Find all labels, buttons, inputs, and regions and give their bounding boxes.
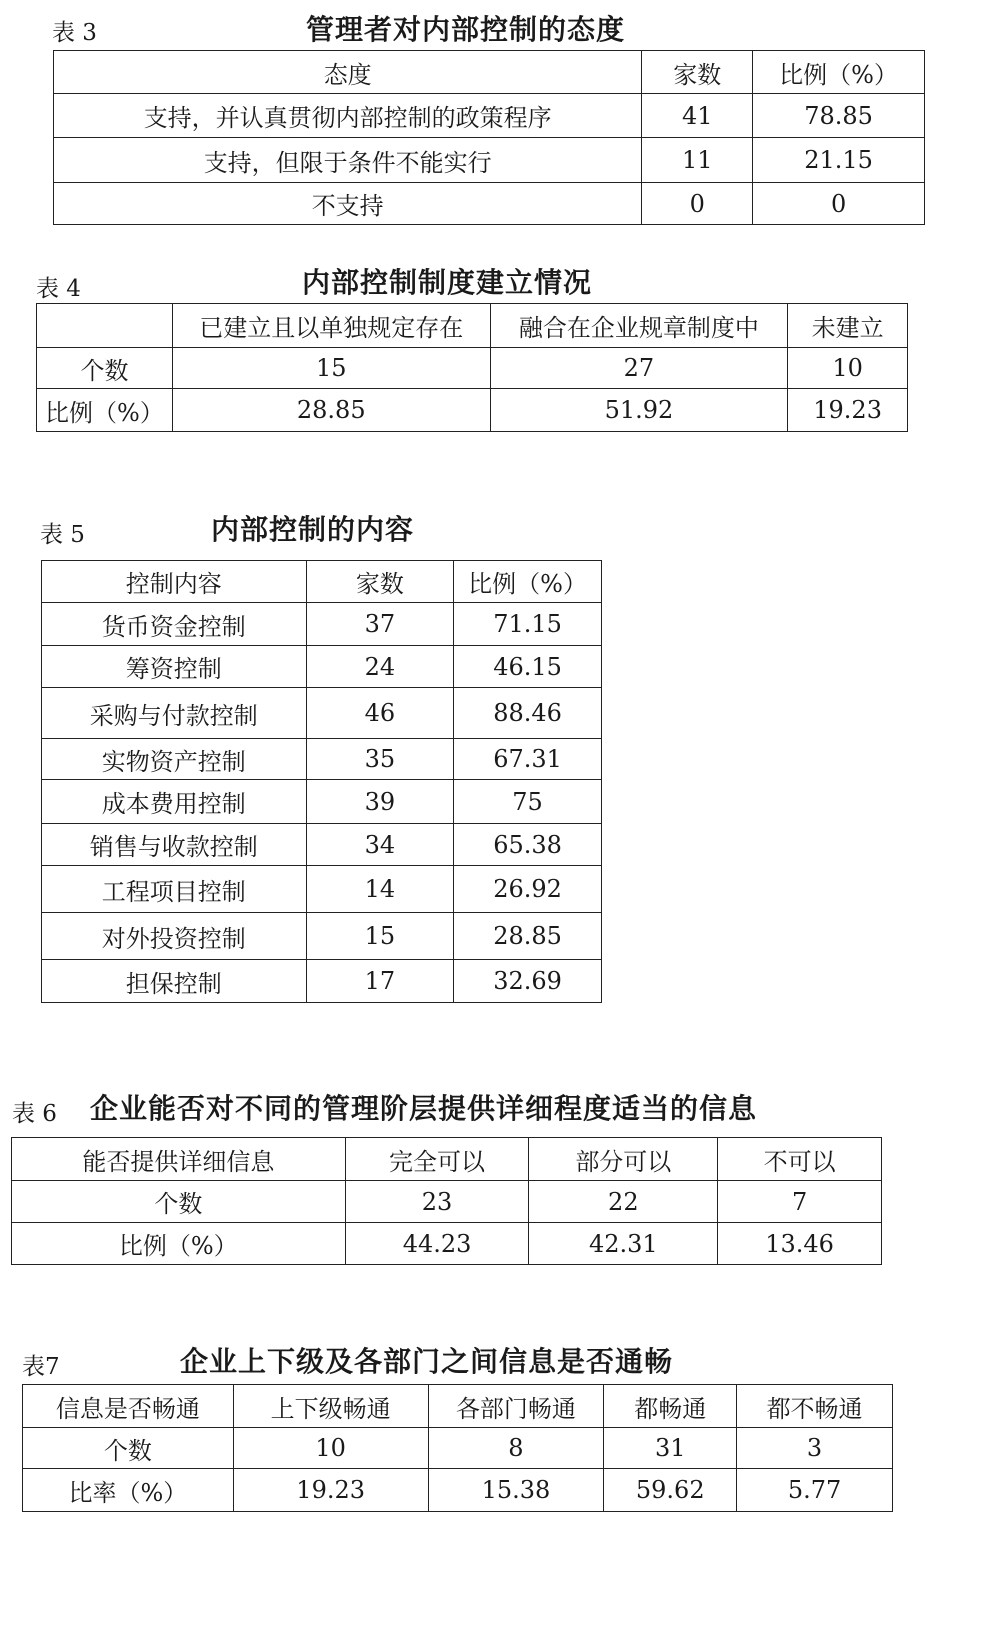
table-row xyxy=(42,688,602,739)
table-row xyxy=(42,603,602,646)
table-cell: 27 xyxy=(490,348,788,389)
table-header-row xyxy=(23,1385,893,1428)
table-row xyxy=(23,1428,893,1469)
table-cell: 24 xyxy=(306,646,454,688)
header-cell: 控制内容 xyxy=(42,561,307,603)
table-cell: 44.23 xyxy=(345,1223,529,1265)
table-cell: 65.38 xyxy=(454,824,602,866)
header-cell xyxy=(37,304,173,348)
table-cell: 支持，并认真贯彻内部控制的政策程序 xyxy=(54,94,642,138)
table-cell: 67.31 xyxy=(454,739,602,780)
table-header-row xyxy=(54,51,925,94)
table-cell: 19.23 xyxy=(233,1469,428,1512)
table4-label: 表 4 xyxy=(36,276,81,302)
table-cell: 31 xyxy=(604,1428,737,1469)
table-cell: 22 xyxy=(529,1181,718,1223)
table-header-row xyxy=(42,561,602,603)
header-cell: 上下级畅通 xyxy=(233,1385,428,1428)
header-cell: 部分可以 xyxy=(529,1138,718,1181)
table-cell: 个数 xyxy=(23,1428,234,1469)
table-cell: 51.92 xyxy=(490,389,788,432)
header-cell: 比例（%） xyxy=(753,51,925,94)
table-row xyxy=(42,739,602,780)
table-cell: 成本费用控制 xyxy=(42,780,307,824)
table6-title: 企业能否对不同的管理阶层提供详细程度适当的信息 xyxy=(90,1092,758,1125)
table-cell: 销售与收款控制 xyxy=(42,824,307,866)
table-header-row xyxy=(37,304,908,348)
table-cell: 75 xyxy=(454,780,602,824)
table-cell: 15 xyxy=(172,348,490,389)
table-cell: 0 xyxy=(642,183,753,225)
table3 xyxy=(53,50,925,225)
table-row xyxy=(42,960,602,1003)
table-cell: 37 xyxy=(306,603,454,646)
header-cell: 未建立 xyxy=(788,304,908,348)
header-cell: 家数 xyxy=(306,561,454,603)
table-row xyxy=(37,348,908,389)
header-cell: 已建立且以单独规定存在 xyxy=(172,304,490,348)
header-cell: 比例（%） xyxy=(454,561,602,603)
table-row xyxy=(12,1223,882,1265)
table-row xyxy=(54,138,925,183)
table5 xyxy=(41,560,602,1003)
table-row xyxy=(54,183,925,225)
table-cell: 对外投资控制 xyxy=(42,913,307,960)
table-row xyxy=(42,866,602,913)
table-cell: 8 xyxy=(428,1428,604,1469)
table-cell: 10 xyxy=(233,1428,428,1469)
table-cell: 个数 xyxy=(12,1181,346,1223)
table-cell: 23 xyxy=(345,1181,529,1223)
table-cell: 41 xyxy=(642,94,753,138)
table3-label: 表 3 xyxy=(52,20,97,46)
header-cell: 家数 xyxy=(642,51,753,94)
table-header-row xyxy=(12,1138,882,1181)
table-row xyxy=(42,646,602,688)
table-row xyxy=(37,389,908,432)
table-cell: 比例（%） xyxy=(12,1223,346,1265)
table-cell: 21.15 xyxy=(753,138,925,183)
table5-label: 表 5 xyxy=(40,522,85,548)
table-cell: 28.85 xyxy=(172,389,490,432)
table-row xyxy=(42,824,602,866)
table-cell: 担保控制 xyxy=(42,960,307,1003)
table-cell: 0 xyxy=(753,183,925,225)
table-row xyxy=(42,913,602,960)
table-cell: 14 xyxy=(306,866,454,913)
header-cell: 态度 xyxy=(54,51,642,94)
table-cell: 实物资产控制 xyxy=(42,739,307,780)
table-cell: 42.31 xyxy=(529,1223,718,1265)
table-cell: 32.69 xyxy=(454,960,602,1003)
table-cell: 71.15 xyxy=(454,603,602,646)
table-cell: 比例（%） xyxy=(37,389,173,432)
header-cell: 信息是否畅通 xyxy=(23,1385,234,1428)
table-cell: 46.15 xyxy=(454,646,602,688)
table-cell: 34 xyxy=(306,824,454,866)
table4-title: 内部控制制度建立情况 xyxy=(302,266,593,299)
table-row xyxy=(12,1181,882,1223)
table-cell: 3 xyxy=(737,1428,893,1469)
header-cell: 各部门畅通 xyxy=(428,1385,604,1428)
table-cell: 支持，但限于条件不能实行 xyxy=(54,138,642,183)
header-cell: 都畅通 xyxy=(604,1385,737,1428)
table-cell: 26.92 xyxy=(454,866,602,913)
header-cell: 融合在企业规章制度中 xyxy=(490,304,788,348)
table-cell: 货币资金控制 xyxy=(42,603,307,646)
table-cell: 采购与付款控制 xyxy=(42,688,307,739)
table-cell: 筹资控制 xyxy=(42,646,307,688)
table-row xyxy=(54,94,925,138)
table6-label: 表 6 xyxy=(12,1101,57,1127)
table-cell: 不支持 xyxy=(54,183,642,225)
table-cell: 17 xyxy=(306,960,454,1003)
table7-title: 企业上下级及各部门之间信息是否通畅 xyxy=(180,1345,674,1378)
table-cell: 15 xyxy=(306,913,454,960)
table-cell: 11 xyxy=(642,138,753,183)
table4 xyxy=(36,303,908,432)
table-cell: 35 xyxy=(306,739,454,780)
table-cell: 59.62 xyxy=(604,1469,737,1512)
table-cell: 比率（%） xyxy=(23,1469,234,1512)
table-cell: 13.46 xyxy=(718,1223,882,1265)
table7-label: 表7 xyxy=(22,1354,60,1380)
table-cell: 7 xyxy=(718,1181,882,1223)
table-cell: 15.38 xyxy=(428,1469,604,1512)
table-cell: 个数 xyxy=(37,348,173,389)
table-row xyxy=(42,780,602,824)
table-cell: 39 xyxy=(306,780,454,824)
table5-title: 内部控制的内容 xyxy=(211,513,415,546)
table-cell: 46 xyxy=(306,688,454,739)
header-cell: 完全可以 xyxy=(345,1138,529,1181)
table3-title: 管理者对内部控制的态度 xyxy=(306,13,626,46)
table6 xyxy=(11,1137,882,1265)
table-cell: 88.46 xyxy=(454,688,602,739)
table-cell: 10 xyxy=(788,348,908,389)
table-row xyxy=(23,1469,893,1512)
header-cell: 能否提供详细信息 xyxy=(12,1138,346,1181)
table-cell: 19.23 xyxy=(788,389,908,432)
header-cell: 都不畅通 xyxy=(737,1385,893,1428)
table-cell: 工程项目控制 xyxy=(42,866,307,913)
table-cell: 5.77 xyxy=(737,1469,893,1512)
header-cell: 不可以 xyxy=(718,1138,882,1181)
table-cell: 78.85 xyxy=(753,94,925,138)
table-cell: 28.85 xyxy=(454,913,602,960)
table7 xyxy=(22,1384,893,1512)
